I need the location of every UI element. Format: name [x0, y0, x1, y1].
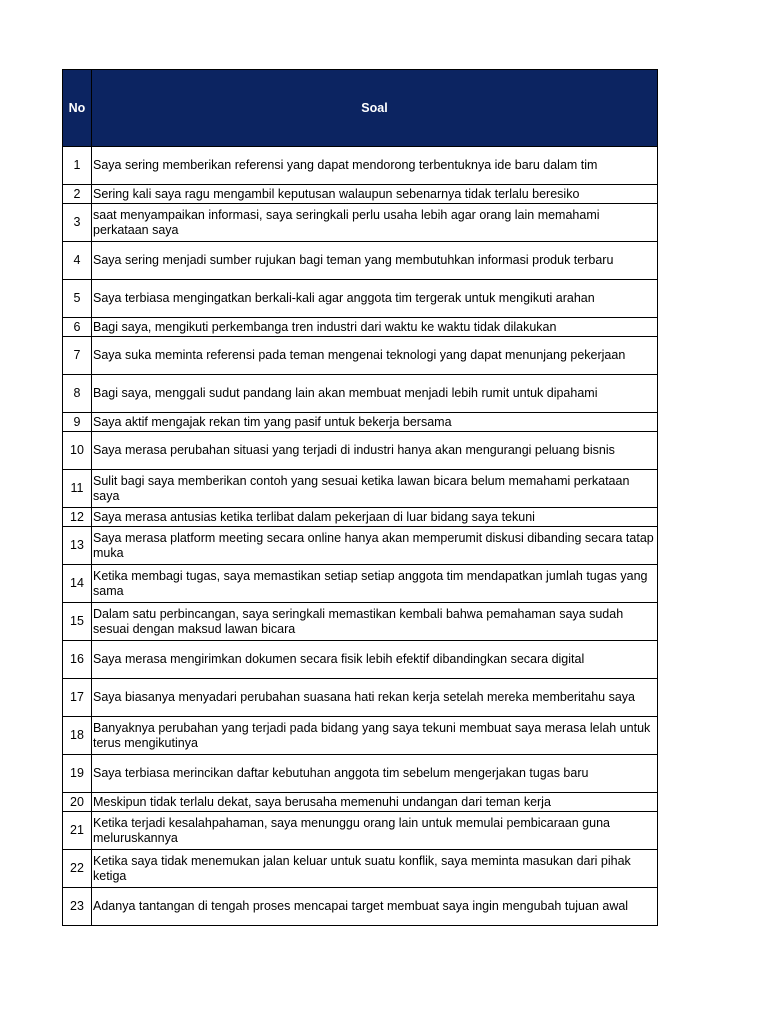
table-row — [63, 508, 658, 527]
row-number: 23 — [63, 888, 92, 926]
row-number: 17 — [63, 679, 92, 717]
table-row — [63, 147, 658, 185]
table-row — [63, 850, 658, 888]
table-row — [63, 755, 658, 793]
row-question: Ketika membagi tugas, saya memastikan setiap setiap anggota tim mendapatkan jumlah tugas yang sama — [92, 565, 658, 603]
table-row — [63, 527, 658, 565]
table-row — [63, 812, 658, 850]
table-row — [63, 641, 658, 679]
questionnaire-table — [62, 69, 658, 926]
header-soal: Soal — [92, 70, 658, 147]
row-question: Meskipun tidak terlalu dekat, saya berusaha memenuhi undangan dari teman kerja — [92, 793, 658, 812]
row-question: Saya sering menjadi sumber rujukan bagi teman yang membutuhkan informasi produk terbaru — [92, 242, 658, 280]
table-row — [63, 204, 658, 242]
table-row — [63, 242, 658, 280]
table-row — [63, 337, 658, 375]
row-question: Adanya tantangan di tengah proses mencapai target membuat saya ingin mengubah tujuan awal — [92, 888, 658, 926]
row-number: 14 — [63, 565, 92, 603]
row-question: Saya merasa perubahan situasi yang terjadi di industri hanya akan mengurangi peluang bisnis — [92, 432, 658, 470]
row-question: Saya suka meminta referensi pada teman mengenai teknologi yang dapat menunjang pekerjaan — [92, 337, 658, 375]
row-question: Sulit bagi saya memberikan contoh yang sesuai ketika lawan bicara belum memahami perkataan saya — [92, 470, 658, 508]
row-number: 5 — [63, 280, 92, 318]
table-row — [63, 793, 658, 812]
row-question: Bagi saya, menggali sudut pandang lain akan membuat menjadi lebih rumit untuk dipahami — [92, 375, 658, 413]
table-body — [63, 147, 658, 926]
row-question: Saya merasa mengirimkan dokumen secara fisik lebih efektif dibandingkan secara digital — [92, 641, 658, 679]
row-question: Bagi saya, mengikuti perkembanga tren industri dari waktu ke waktu tidak dilakukan — [92, 318, 658, 337]
row-number: 12 — [63, 508, 92, 527]
table-row — [63, 470, 658, 508]
table-row — [63, 717, 658, 755]
table-row — [63, 565, 658, 603]
table-row — [63, 603, 658, 641]
row-number: 3 — [63, 204, 92, 242]
row-question: Saya merasa antusias ketika terlibat dalam pekerjaan di luar bidang saya tekuni — [92, 508, 658, 527]
table-row — [63, 280, 658, 318]
row-number: 7 — [63, 337, 92, 375]
row-question: Sering kali saya ragu mengambil keputusan walaupun sebenarnya tidak terlalu beresiko — [92, 185, 658, 204]
row-number: 2 — [63, 185, 92, 204]
header-no: No — [63, 70, 92, 147]
row-number: 6 — [63, 318, 92, 337]
row-question: Dalam satu perbincangan, saya seringkali memastikan kembali bahwa pemahaman saya sudah sesuai dengan maksud lawan bicara — [92, 603, 658, 641]
row-number: 10 — [63, 432, 92, 470]
table-row — [63, 679, 658, 717]
row-number: 15 — [63, 603, 92, 641]
row-number: 1 — [63, 147, 92, 185]
row-number: 18 — [63, 717, 92, 755]
row-question: Ketika terjadi kesalahpahaman, saya menunggu orang lain untuk memulai pembicaraan guna meluruskannya — [92, 812, 658, 850]
row-number: 21 — [63, 812, 92, 850]
row-question: Saya terbiasa merincikan daftar kebutuhan anggota tim sebelum mengerjakan tugas baru — [92, 755, 658, 793]
row-number: 13 — [63, 527, 92, 565]
row-number: 19 — [63, 755, 92, 793]
row-question: Ketika saya tidak menemukan jalan keluar untuk suatu konflik, saya meminta masukan dari pihak ketiga — [92, 850, 658, 888]
row-question: Saya biasanya menyadari perubahan suasana hati rekan kerja setelah mereka memberitahu saya — [92, 679, 658, 717]
row-number: 9 — [63, 413, 92, 432]
table-row — [63, 413, 658, 432]
row-number: 22 — [63, 850, 92, 888]
row-question: Saya terbiasa mengingatkan berkali-kali agar anggota tim tergerak untuk mengikuti arahan — [92, 280, 658, 318]
row-number: 11 — [63, 470, 92, 508]
header-row — [63, 70, 658, 147]
row-number: 8 — [63, 375, 92, 413]
row-question: Saya sering memberikan referensi yang dapat mendorong terbentuknya ide baru dalam tim — [92, 147, 658, 185]
row-question: Saya aktif mengajak rekan tim yang pasif untuk bekerja bersama — [92, 413, 658, 432]
row-number: 20 — [63, 793, 92, 812]
row-question: saat menyampaikan informasi, saya seringkali perlu usaha lebih agar orang lain memahami perkataan saya — [92, 204, 658, 242]
table-row — [63, 888, 658, 926]
row-number: 4 — [63, 242, 92, 280]
table-row — [63, 185, 658, 204]
table-row — [63, 375, 658, 413]
row-question: Saya merasa platform meeting secara online hanya akan memperumit diskusi dibanding secara tatap muka — [92, 527, 658, 565]
table-row — [63, 318, 658, 337]
row-number: 16 — [63, 641, 92, 679]
table-row — [63, 432, 658, 470]
row-question: Banyaknya perubahan yang terjadi pada bidang yang saya tekuni membuat saya merasa lelah untuk terus mengikutinya — [92, 717, 658, 755]
